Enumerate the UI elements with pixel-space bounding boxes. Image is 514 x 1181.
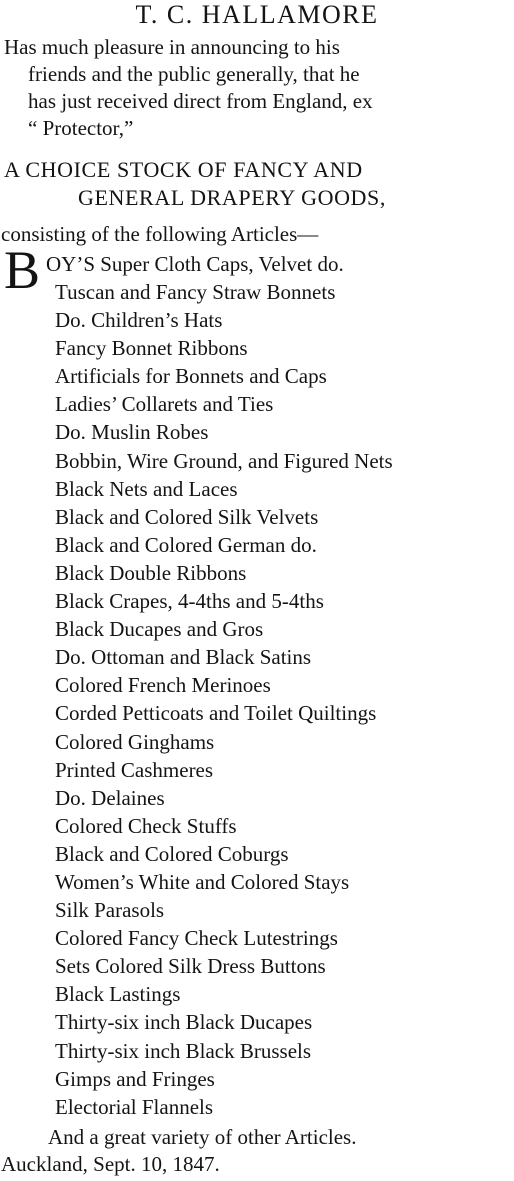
article-item: Sets Colored Silk Dress Buttons xyxy=(55,954,326,979)
articles-intro: consisting of the following Articles— xyxy=(1,222,319,246)
drop-cap-letter: B xyxy=(4,240,41,300)
article-item: Do. Children’s Hats xyxy=(55,308,223,333)
article-item: Do. Ottoman and Black Satins xyxy=(55,645,312,670)
article-item: Thirty-six inch Black Brussels xyxy=(55,1038,312,1063)
article-item: Thirty-six inch Black Ducapes xyxy=(55,1010,313,1035)
articles-list xyxy=(55,278,393,1121)
article-item: Colored French Merinoes xyxy=(55,673,271,698)
article-item: Do. Muslin Robes xyxy=(55,420,209,445)
article-item: Black Double Ribbons xyxy=(55,560,247,585)
article-item: Do. Delaines xyxy=(55,785,165,810)
article-item: Black Lastings xyxy=(55,982,181,1007)
advertiser-name: T. C. HALLAMORE xyxy=(135,0,379,29)
article-item: Women’s White and Colored Stays xyxy=(55,869,350,894)
stock-heading-line: A CHOICE STOCK OF FANCY AND xyxy=(4,157,363,182)
article-item: Black Crapes, 4-4ths and 5-4ths xyxy=(55,589,324,614)
article-item: Black and Colored German do. xyxy=(55,532,317,557)
announcement-line: “ Protector,” xyxy=(28,116,134,140)
article-item: Printed Cashmeres xyxy=(55,757,214,782)
article-item: Black and Colored Coburgs xyxy=(55,841,289,866)
article-item: Corded Petticoats and Toilet Quiltings xyxy=(55,701,377,726)
article-item: Electorial Flannels xyxy=(55,1094,214,1119)
article-item: Fancy Bonnet Ribbons xyxy=(55,336,248,361)
article-item: Colored Ginghams xyxy=(55,729,215,754)
article-item: Colored Fancy Check Lutestrings xyxy=(55,926,338,951)
article-item: Black and Colored Silk Velvets xyxy=(55,504,319,529)
article-item: Artificials for Bonnets and Caps xyxy=(55,364,327,389)
article-item: Tuscan and Fancy Straw Bonnets xyxy=(55,280,336,304)
announcement-line: friends and the public generally, that he xyxy=(28,62,360,86)
announcement-line: has just received direct from England, ex xyxy=(28,89,373,113)
announcement-line: Has much pleasure in announcing to his xyxy=(4,35,340,59)
article-item: Bobbin, Wire Ground, and Figured Nets xyxy=(55,448,393,473)
closing-line: And a great variety of other Articles. xyxy=(48,1125,357,1149)
article-item: Gimps and Fringes xyxy=(55,1066,215,1091)
place-and-date: Auckland, Sept. 10, 1847. xyxy=(1,1152,220,1176)
announcement-paragraph xyxy=(4,34,514,142)
article-item: Ladies’ Collarets and Ties xyxy=(55,392,274,417)
stock-heading-line: GENERAL DRAPERY GOODS, xyxy=(78,185,386,210)
article-item: Black Ducapes and Gros xyxy=(55,617,264,642)
article-item: Black Nets and Laces xyxy=(55,476,238,501)
article-item: Silk Parasols xyxy=(55,898,165,923)
first-article: OY’S Super Cloth Caps, Velvet do. xyxy=(46,252,344,276)
article-item: Colored Check Stuffs xyxy=(55,813,237,838)
stock-heading xyxy=(4,156,514,212)
